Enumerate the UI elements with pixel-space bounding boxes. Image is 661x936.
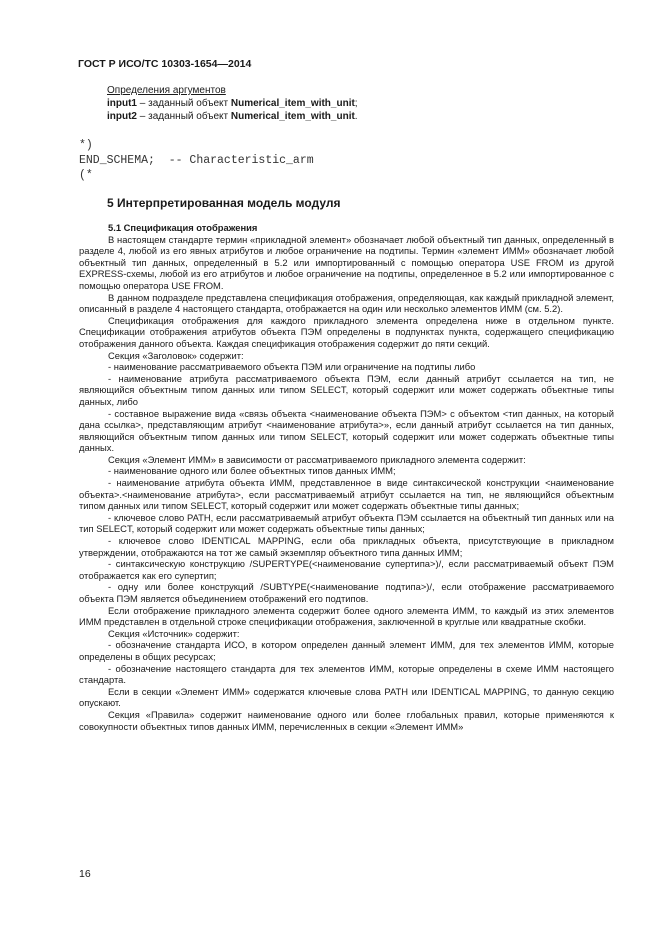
args-title: Определения аргументов bbox=[107, 85, 226, 96]
list-item: - наименование атрибута рассматриваемого объекта ПЭМ, если данный атрибут ссылается на тип, не являющийся объектным типом данных или типом SELECT, который содержит или может содержать объектные типы данных, либо bbox=[79, 372, 614, 407]
arg-input2-name: input2 bbox=[107, 111, 137, 122]
paragraph: Если отображение прикладного элемента содержит более одного элемента ИММ, то каждый из этих элементов ИММ представлен в отдельной строке спецификации отображения, заключенной в круглые или квадратные скобки. bbox=[79, 604, 614, 628]
paragraph: В данном подразделе представлена спецификация отображения, определяющая, как каждый прикладной элемент, описанный в разделе 4 настоящего стандарта, отображается на один или несколько элементов ИММ (см. 5.2). bbox=[79, 291, 614, 315]
paragraph: Секция «Правила» содержит наименование одного или более глобальных правил, которые применяются к совокупности объектных типов данных ИММ, перечисленных в секции «Элемент ИММ» bbox=[79, 708, 614, 732]
arg-input2-type: Numerical_item_with_unit bbox=[230, 111, 355, 122]
section-title: 5 Интерпретированная модель модуля bbox=[107, 196, 341, 210]
page-header: ГОСТ Р ИСО/ТС 10303-1654—2014 bbox=[78, 58, 252, 70]
paragraph: Секция «Источник» содержит: bbox=[108, 627, 240, 639]
list-item: - обозначение настоящего стандарта для тех элементов ИММ, которые определены в схеме ИММ настоящего стандарта. bbox=[79, 662, 614, 686]
page-number: 16 bbox=[79, 868, 91, 880]
paragraph: В настоящем стандарте термин «прикладной элемент» обозначает любой объектный тип данных, определенный в разделе 4, любой из его явных атрибутов и любое ограничение на подтипы. Термин «элемент ИММ» обозначает любой объектный тип данных, определенный в 5.2 или импортированный с помощью оператора USE FROM из другой EXPRESS-схемы, любой из его атрибутов и любое ограничение на подтипы, определенное в 5.2 или импортированное с помощью оператора USE FROM. bbox=[79, 233, 614, 291]
arg-input1-end: ; bbox=[354, 98, 358, 109]
subsection-title: 5.1 Спецификация отображения bbox=[108, 222, 258, 233]
arg-input1-type: Numerical_item_with_unit bbox=[230, 98, 355, 109]
list-item: - синтаксическую конструкцию /SUPERTYPE(<наименование супертипа>)/, если рассматриваемый объект ПЭМ отображается как его супертип; bbox=[79, 558, 614, 581]
body-text bbox=[79, 222, 614, 732]
arg-input1-text: – заданный объект bbox=[137, 98, 231, 109]
arg-input2-text: – заданный объект bbox=[137, 111, 231, 122]
paragraph: Секция «Заголовок» содержит: bbox=[108, 349, 244, 361]
list-item: - наименование рассматриваемого объекта ПЭМ или ограничение на подтипы либо bbox=[108, 361, 476, 373]
arg-input1 bbox=[107, 97, 358, 110]
list-item: - наименование одного или более объектных типов данных ИММ; bbox=[108, 465, 396, 477]
code-line: *) bbox=[79, 139, 93, 152]
list-item: - составное выражение вида «связь объекта <наименование объекта ПЭМ> с объектом <тип данных, на который дана ссылка>, представляющим атрибут <наименование атрибута>», если данный атрибут ссылается на тип данных, являющийся объектным типом данных или типом SELECT, который содержит или может содержать объектные типы данных. bbox=[79, 407, 614, 454]
paragraph: Если в секции «Элемент ИММ» содержатся ключевые слова PATH или IDENTICAL MAPPING, то данную секцию опускают. bbox=[79, 685, 614, 709]
paragraph: Спецификация отображения для каждого прикладного элемента определена ниже в отдельном пункте. Спецификации отображения атрибутов объекта ПЭМ определены в подпунктах пункта, содержащего спецификацию отображения данного объекта. Каждая спецификация отображения содержит до пяти секций. bbox=[79, 314, 614, 349]
list-item: - ключевое слово IDENTICAL MAPPING, если оба прикладных объекта, присутствующие в прикладном утверждении, отображаются на тот же самый экземпляр объектного типа данных ИММ; bbox=[79, 535, 614, 558]
code-line: (* bbox=[79, 169, 93, 182]
arg-input2-end: . bbox=[354, 111, 358, 122]
code-block bbox=[79, 138, 314, 183]
list-item: - наименование атрибута объекта ИММ, представленное в виде синтаксической конструкции <наименование объекта>.<наименование атрибута>, если рассматриваемый атрибут ссылается на тип, не являющийся объектным типом данных или типом SELECT, который содержит или может содержать объектные типы данных; bbox=[79, 477, 614, 512]
arg-input2 bbox=[107, 110, 358, 123]
arg-input1-name: input1 bbox=[107, 98, 137, 109]
code-line: END_SCHEMA; -- Characteristic_arm bbox=[79, 154, 314, 167]
paragraph: Секция «Элемент ИММ» в зависимости от рассматриваемого прикладного элемента содержит: bbox=[108, 453, 526, 465]
list-item: - ключевое слово PATH, если рассматриваемый атрибут объекта ПЭМ ссылается на объектный тип данных или на тип SELECT, который содержит или может содержать объектные типы данных; bbox=[79, 511, 614, 535]
argument-definitions bbox=[107, 84, 358, 123]
list-item: - обозначение стандарта ИСО, в котором определен данный элемент ИММ, для тех элементов ИММ, которые определены в общих ресурсах; bbox=[79, 639, 614, 662]
list-item: - одну или более конструкций /SUBTYPE(<наименование подтипа>)/, если отображение рассматриваемого объекта ПЭМ является объединением отображений его подтипов. bbox=[79, 581, 614, 604]
